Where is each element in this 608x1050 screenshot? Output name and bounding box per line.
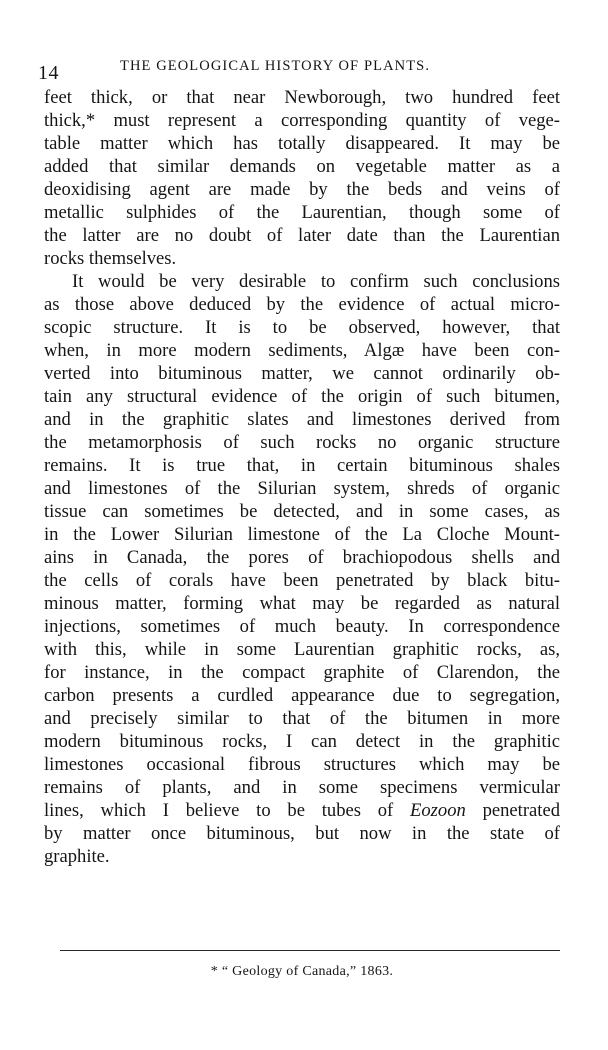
- text-line: table matter which has totally disappeared. It may be: [44, 133, 560, 154]
- paragraph-1: [44, 86, 560, 270]
- text-line: graphite.: [44, 846, 110, 867]
- text-line: tain any structural evidence of the origin of such bitumen,: [44, 386, 560, 407]
- text-line: remains. It is true that, in certain bituminous shales: [44, 455, 560, 476]
- text-line: carbon presents a curdled appearance due to segregation,: [44, 685, 560, 706]
- running-title: THE GEOLOGICAL HISTORY OF PLANTS.: [120, 58, 431, 74]
- text-line: ains in Canada, the pores of brachiopodous shells and: [44, 547, 560, 568]
- text-line: injections, sometimes of much beauty. In correspondence: [44, 616, 560, 637]
- text-line: thick,* must represent a corresponding quantity of vege-: [44, 110, 560, 131]
- text-line: feet thick, or that near Newborough, two hundred feet: [44, 87, 560, 108]
- text-line: by matter once bituminous, but now in the state of: [44, 823, 560, 844]
- text-line-with-italic: [44, 799, 560, 822]
- text-line: the cells of corals have been penetrated by black bitu-: [44, 570, 560, 591]
- text-line: remains of plants, and in some specimens vermicular: [44, 777, 560, 798]
- paragraph-2: [44, 270, 560, 868]
- text-line: when, in more modern sediments, Algæ have been con-: [44, 340, 560, 361]
- footnote-rule: [60, 950, 560, 951]
- text-line: added that similar demands on vegetable matter as a: [44, 156, 560, 177]
- text-line: and precisely similar to that of the bitumen in more: [44, 708, 560, 729]
- text-line: as those above deduced by the evidence of actual micro-: [44, 294, 560, 315]
- text-line: with this, while in some Laurentian graphitic rocks, as,: [44, 639, 560, 660]
- page-number: 14: [38, 62, 59, 84]
- text-line: for instance, in the compact graphite of Clarendon, the: [44, 662, 560, 683]
- text-line: scopic structure. It is to be observed, however, that: [44, 317, 560, 338]
- text-line: rocks themselves.: [44, 248, 177, 269]
- text-line: modern bituminous rocks, I can detect in the graphitic: [44, 731, 560, 752]
- text-line: limestones occasional fibrous structures which may be: [44, 754, 560, 775]
- text-line: tissue can sometimes be detected, and in some cases, as: [44, 501, 560, 522]
- text-segment: penetrated: [465, 800, 560, 821]
- text-line: the metamorphosis of such rocks no organic structure: [44, 432, 560, 453]
- text-segment: lines, which I believe to be tubes of: [44, 800, 411, 821]
- text-line: and limestones of the Silurian system, shreds of organic: [44, 478, 560, 499]
- text-line: the latter are no doubt of later date than the Laurentian: [44, 225, 560, 246]
- book-page: [38, 54, 560, 979]
- text-line: in the Lower Silurian limestone of the La Cloche Mount-: [44, 524, 560, 545]
- running-head: [38, 54, 560, 84]
- footnote: * “ Geology of Canada,” 1863.: [210, 964, 394, 979]
- body-text: [44, 86, 560, 868]
- text-line: It would be very desirable to confirm such conclusions: [72, 271, 560, 292]
- text-line: minous matter, forming what may be regarded as natural: [44, 593, 560, 614]
- text-line: verted into bituminous matter, we cannot ordinarily ob-: [44, 363, 560, 384]
- text-line: and in the graphitic slates and limestones derived from: [44, 409, 560, 430]
- text-line: deoxidising agent are made by the beds and veins of: [44, 179, 560, 200]
- text-line: metallic sulphides of the Laurentian, though some of: [44, 202, 560, 223]
- italic-term: Eozoon: [410, 800, 466, 821]
